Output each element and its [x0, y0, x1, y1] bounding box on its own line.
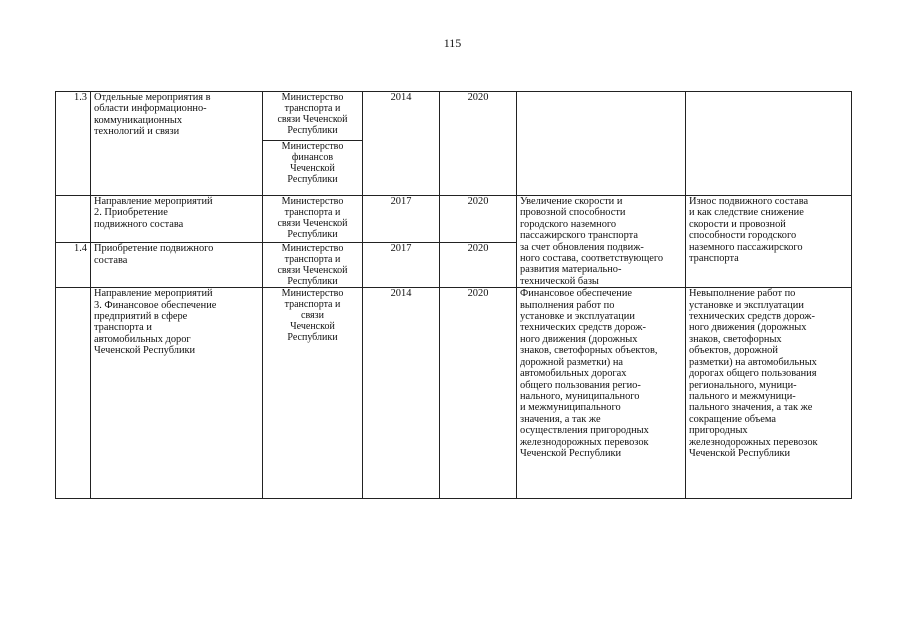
measure-name: Направление мероприятий 2. Приобретение подвижного состава — [91, 196, 263, 243]
table-row — [56, 288, 852, 499]
measure-name: Приобретение подвижного состава — [91, 243, 263, 288]
table-row — [56, 196, 852, 243]
start-year: 2014 — [363, 92, 440, 196]
measure-name: Направление мероприятий 3. Финансовое обеспечение предприятий в сфере транспорта и автомобильных дорог Чеченской Республики — [91, 288, 263, 499]
non-implementation-consequence: Износ подвижного состава и как следствие снижение скорости и провозной способности городского наземного пассажирского транспорта — [686, 196, 852, 288]
table-row — [56, 92, 852, 141]
expected-result — [517, 92, 686, 196]
executor: Министерство финансов Чеченской Республики — [263, 141, 363, 196]
row-number — [56, 196, 91, 243]
non-implementation-consequence — [686, 92, 852, 196]
end-year: 2020 — [440, 196, 517, 243]
program-measures-table — [55, 91, 852, 499]
end-year: 2020 — [440, 243, 517, 288]
row-number: 1.3 — [56, 92, 91, 196]
start-year: 2014 — [363, 288, 440, 499]
start-year: 2017 — [363, 243, 440, 288]
expected-result: Увеличение скорости и провозной способности городского наземного пассажирского транспорта за счет обновления подвиж- ного состава, соответствующего развития материально- технической базы — [517, 196, 686, 288]
start-year: 2017 — [363, 196, 440, 243]
row-number — [56, 288, 91, 499]
expected-result: Финансовое обеспечение выполнения работ по установке и эксплуатации технических средств дорож- ного движения (дорожных знаков, светофорных объектов, дорожной разметки) на автомобильных дорогах общего пользования регио- нального, муниципального и межмуниципального значения, а так же осуществления пригородных железнодорожных перевозок Чеченской Республики — [517, 288, 686, 499]
row-number: 1.4 — [56, 243, 91, 288]
executor: Министерство транспорта и связи Чеченской Республики — [263, 196, 363, 243]
executor: Министерство транспорта и связи Чеченской Республики — [263, 288, 363, 499]
end-year: 2020 — [440, 92, 517, 196]
end-year: 2020 — [440, 288, 517, 499]
executor: Министерство транспорта и связи Чеченской Республики — [263, 243, 363, 288]
non-implementation-consequence: Невыполнение работ по установке и эксплуатации технических средств дорож- ного движения (дорожных знаков, светофорных объектов, дорожной разметки) на автомобильных дорогах общего пользования регионального, муници- пального и межмуници- пального значения, а так же сокращение объема пригородных железнодорожных перевозок Чеченской Республики — [686, 288, 852, 499]
page-number: 115 — [443, 36, 462, 50]
measure-name: Отдельные мероприятия в области информационно- коммуникационных технологий и связи — [91, 92, 263, 196]
executor: Министерство транспорта и связи Чеченской Республики — [263, 92, 363, 141]
